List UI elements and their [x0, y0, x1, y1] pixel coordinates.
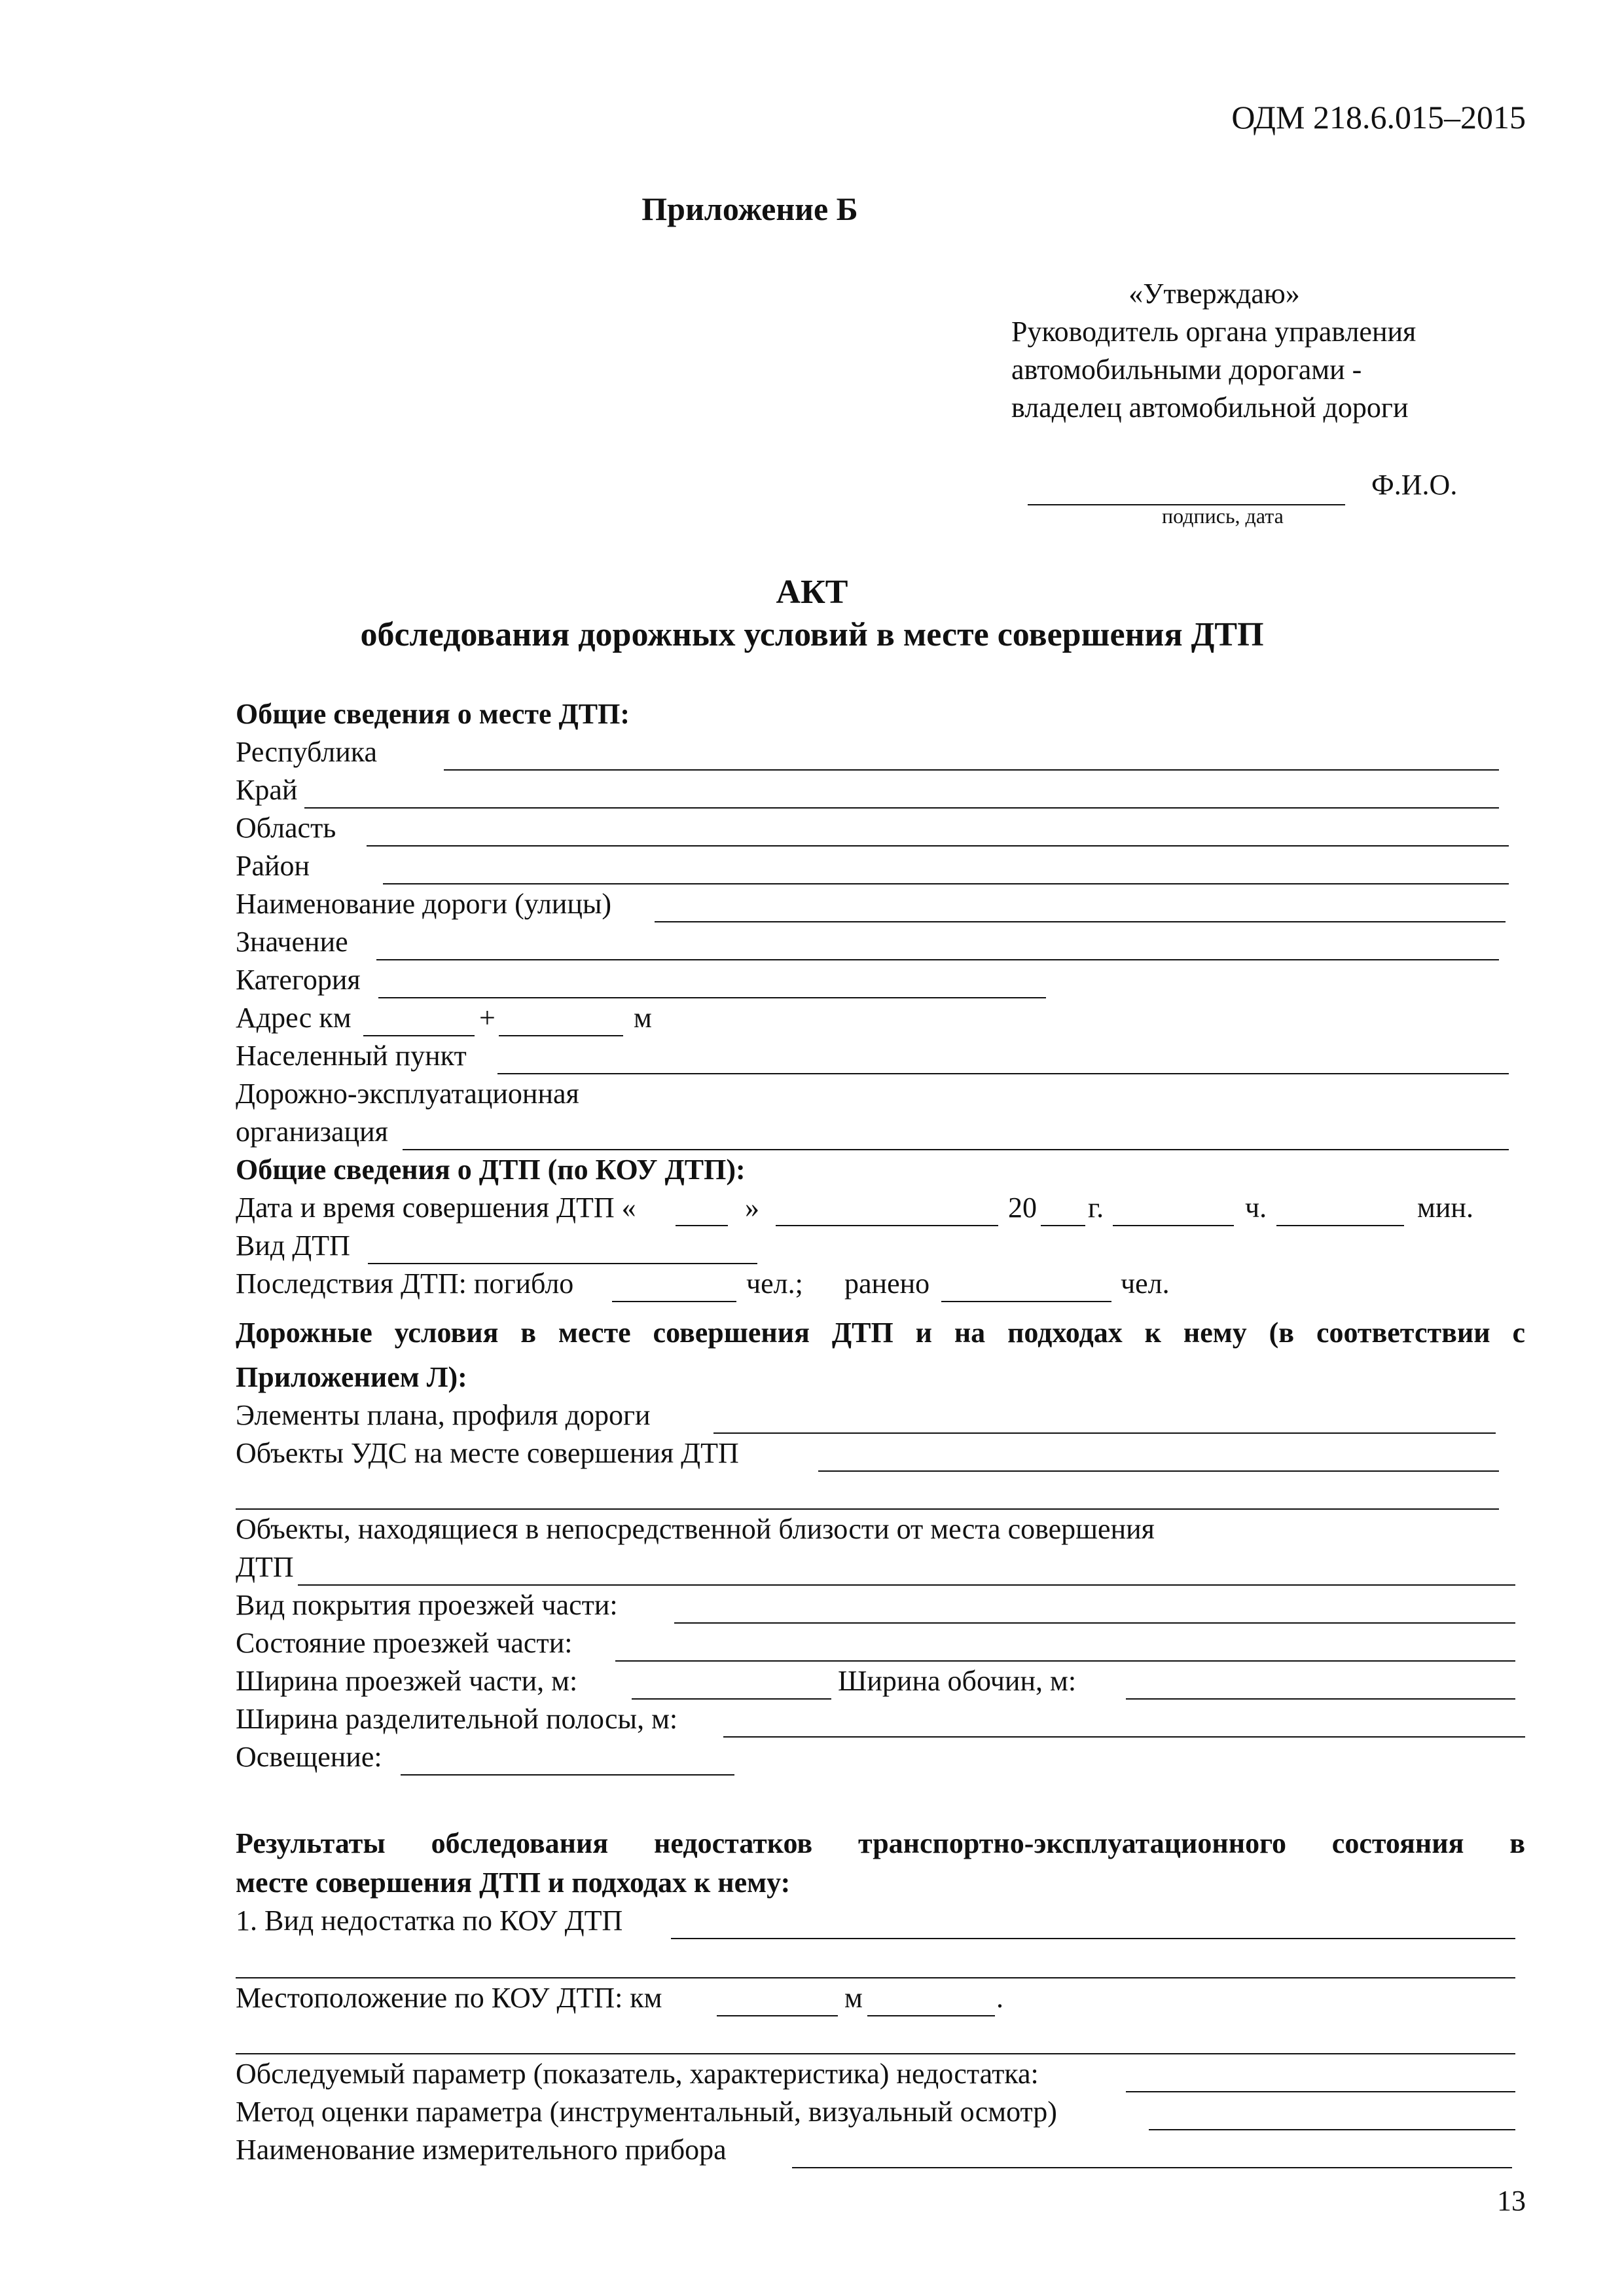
page-number: 13 — [1497, 2185, 1526, 2217]
injured-label: ранено — [844, 1267, 930, 1300]
minutes-label: мин. — [1417, 1192, 1473, 1224]
nearby-objects-field[interactable] — [298, 1584, 1515, 1586]
road-org-label-line1: Дорожно-эксплуатационная — [236, 1078, 579, 1110]
uds-objects-field-continued[interactable] — [236, 1508, 1499, 1510]
section-heading-road-conditions-line2: Приложением Л): — [236, 1361, 467, 1393]
uds-objects-label: Объекты УДС на месте совершения ДТП — [236, 1437, 739, 1469]
approve-word: «Утверждаю» — [1128, 278, 1300, 310]
road-name-label: Наименование дороги (улицы) — [236, 888, 612, 920]
address-m-field[interactable] — [499, 1035, 623, 1036]
section-heading-place: Общие сведения о месте ДТП: — [236, 698, 630, 730]
shoulder-width-label: Ширина обочин, м: — [838, 1665, 1077, 1697]
section-heading-dtp: Общие сведения о ДТП (по КОУ ДТП): — [236, 1154, 746, 1186]
location-end-period: . — [996, 1982, 1003, 2014]
time-hours-field[interactable] — [1113, 1225, 1234, 1226]
defect-type-field[interactable] — [671, 1938, 1515, 1939]
act-title: АКТ — [776, 574, 848, 611]
date-day-field[interactable] — [676, 1225, 728, 1226]
plan-elements-label: Элементы плана, профиля дороги — [236, 1399, 651, 1431]
date-quote-close: » — [745, 1192, 759, 1224]
approver-position-line: владелец автомобильной дороги — [1011, 392, 1409, 424]
approval-block — [1011, 275, 1417, 427]
appendix-title: Приложение Б — [641, 191, 858, 227]
location-km-field[interactable] — [717, 2015, 838, 2016]
killed-count-field[interactable] — [612, 1301, 736, 1302]
address-m-label: м — [634, 1002, 652, 1034]
nearby-objects-label-line2: ДТП — [236, 1551, 294, 1583]
date-year-field[interactable] — [1041, 1225, 1085, 1226]
oblast-label: Область — [236, 812, 336, 844]
hours-label: ч. — [1245, 1192, 1267, 1224]
section-heading-results-line2: месте совершения ДТП и подходах к нему: — [236, 1867, 791, 1899]
location-label: Местоположение по КОУ ДТП: км — [236, 1982, 662, 2014]
dtp-type-label: Вид ДТП — [236, 1230, 350, 1262]
act-subtitle: обследования дорожных условий в месте совершения ДТП — [360, 616, 1264, 653]
settlement-label: Населенный пункт — [236, 1040, 467, 1072]
surface-state-label: Состояние проезжей части: — [236, 1627, 573, 1659]
section-heading-road-conditions: Дорожные условия в месте совершения ДТП и на подходах к нему (в соответствии с — [236, 1317, 1525, 1349]
instrument-field[interactable] — [792, 2167, 1512, 2168]
address-label: Адрес км — [236, 1002, 352, 1034]
lighting-field[interactable] — [401, 1774, 734, 1776]
surface-state-field[interactable] — [615, 1660, 1515, 1662]
surface-type-field[interactable] — [674, 1622, 1515, 1624]
defect-type-field-continued[interactable] — [236, 1977, 1515, 1978]
year-prefix: 20 — [1008, 1192, 1037, 1224]
krai-field[interactable] — [304, 807, 1499, 809]
document-code: ОДМ 218.6.015–2015 — [1231, 99, 1526, 136]
consequences-label: Последствия ДТП: погибло — [236, 1267, 574, 1300]
median-width-field[interactable] — [723, 1736, 1525, 1738]
category-label: Категория — [236, 964, 361, 996]
location-field-continued[interactable] — [236, 2053, 1515, 2054]
median-width-label: Ширина разделительной полосы, м: — [236, 1703, 678, 1735]
republic-field[interactable] — [444, 769, 1499, 771]
uds-objects-field[interactable] — [818, 1470, 1499, 1472]
parameter-field[interactable] — [1126, 2091, 1515, 2092]
republic-label: Республика — [236, 736, 378, 768]
address-plus-sign: + — [479, 1002, 496, 1034]
settlement-field[interactable] — [497, 1073, 1509, 1074]
fio-label: Ф.И.О. — [1371, 469, 1458, 501]
carriageway-width-field[interactable] — [632, 1698, 831, 1700]
method-field[interactable] — [1149, 2129, 1515, 2130]
address-km-field[interactable] — [363, 1035, 475, 1036]
significance-field[interactable] — [376, 959, 1499, 960]
carriageway-width-label: Ширина проезжей части, м: — [236, 1665, 578, 1697]
location-m-field[interactable] — [867, 2015, 995, 2016]
oblast-field[interactable] — [367, 845, 1509, 847]
time-minutes-field[interactable] — [1276, 1225, 1404, 1226]
section-heading-results: Результаты обследования недостатков транспортно-эксплуатационного состояния в — [236, 1827, 1525, 1859]
approver-position-line: Руководитель органа управления — [1011, 316, 1416, 348]
location-m-label: м — [844, 1982, 863, 2014]
instrument-label: Наименование измерительного прибора — [236, 2134, 727, 2166]
shoulder-width-field[interactable] — [1126, 1698, 1515, 1700]
surface-type-label: Вид покрытия проезжей части: — [236, 1589, 618, 1621]
nearby-objects-label: Объекты, находящиеся в непосредственной близости от места совершения — [236, 1513, 1155, 1545]
krai-label: Край — [236, 774, 298, 806]
persons-label: чел.; — [746, 1267, 803, 1300]
date-month-field[interactable] — [776, 1225, 998, 1226]
road-name-field[interactable] — [655, 921, 1506, 922]
approver-position-line: автомобильными дорогами - — [1011, 354, 1362, 386]
raion-field[interactable] — [383, 883, 1509, 884]
road-org-field[interactable] — [403, 1149, 1509, 1150]
year-suffix: г. — [1088, 1192, 1104, 1224]
parameter-label: Обследуемый параметр (показатель, характеристика) недостатка: — [236, 2058, 1039, 2090]
category-field[interactable] — [378, 997, 1046, 998]
dtp-type-field[interactable] — [368, 1263, 757, 1264]
injured-count-field[interactable] — [941, 1301, 1111, 1302]
persons-label-2: чел. — [1121, 1267, 1170, 1300]
plan-elements-field[interactable] — [713, 1432, 1496, 1434]
road-org-label-line2: организация — [236, 1116, 388, 1148]
method-label: Метод оценки параметра (инструментальный, визуальный осмотр) — [236, 2096, 1057, 2128]
raion-label: Район — [236, 850, 310, 882]
defect-type-label: 1. Вид недостатка по КОУ ДТП — [236, 1904, 623, 1937]
datetime-label: Дата и время совершения ДТП « — [236, 1192, 636, 1224]
lighting-label: Освещение: — [236, 1741, 382, 1773]
signature-caption: подпись, дата — [1162, 504, 1284, 528]
significance-label: Значение — [236, 926, 348, 958]
